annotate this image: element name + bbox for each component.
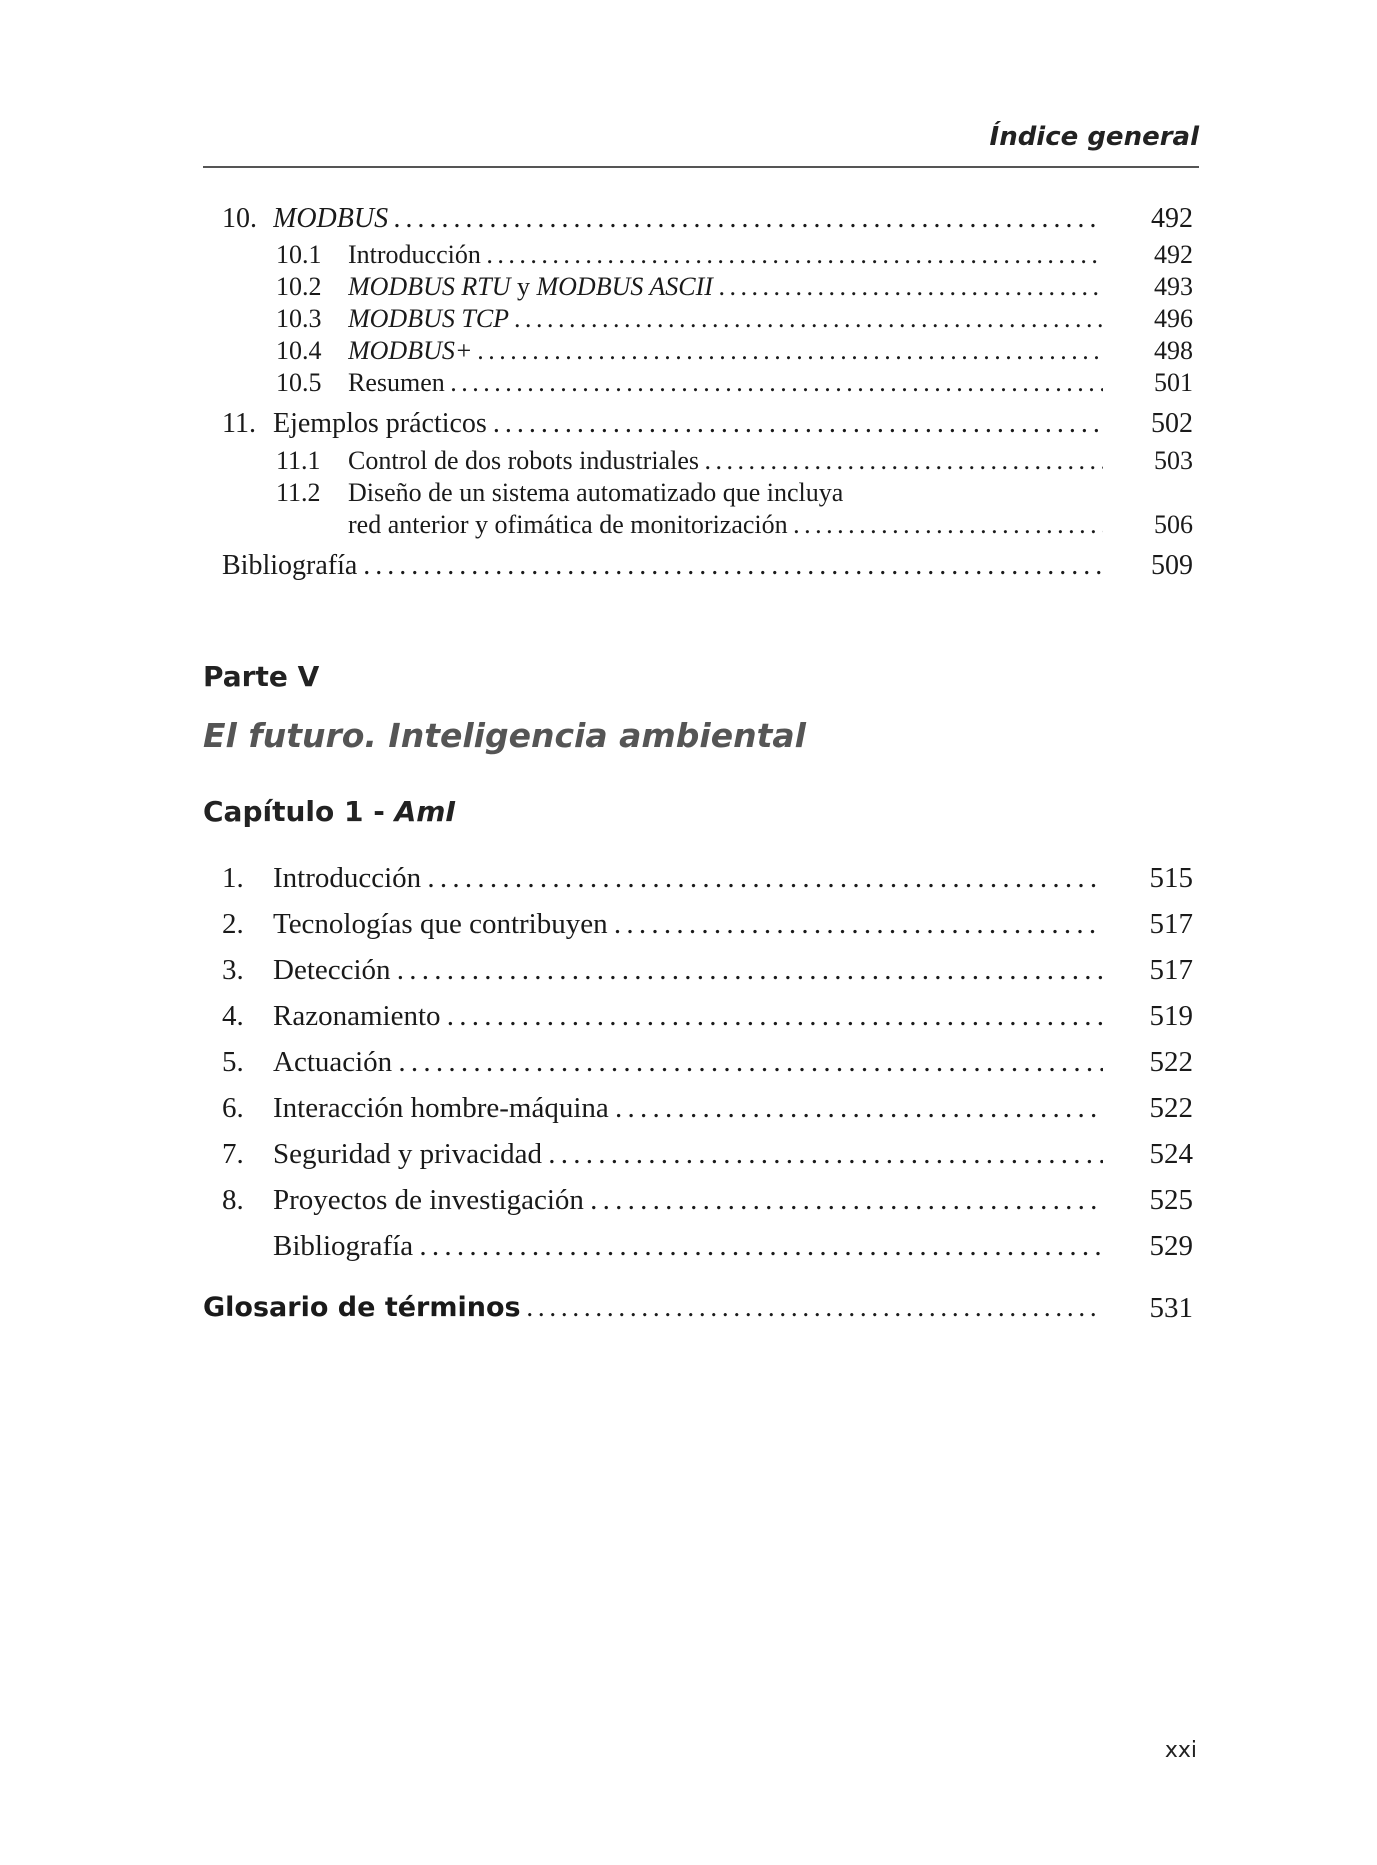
toc-entry-page: 509 <box>1151 550 1193 581</box>
toc-entry-ch1-4 <box>0 1000 1377 1034</box>
toc-entry-label: Interacción hombre-máquina . . . <box>273 1092 1103 1125</box>
toc-entry-number: 10.5 <box>276 368 322 397</box>
toc-entry-label: Resumen . . . <box>348 368 1103 398</box>
toc-entry-number: 11.1 <box>276 446 321 475</box>
toc-entry-number: 10.1 <box>276 240 322 269</box>
toc-entry-label: Introducción . . . <box>348 240 1103 270</box>
part-title: El futuro. Inteligencia ambiental <box>203 716 806 755</box>
toc-entry-page: 493 <box>1154 272 1193 301</box>
toc-entry-number: 10. <box>222 203 257 234</box>
toc-entry-label: Seguridad y privacidad . . . <box>273 1138 1103 1171</box>
toc-entry-page: 502 <box>1151 408 1193 439</box>
toc-entry-number: 6. <box>222 1092 244 1124</box>
toc-entry-page: 529 <box>1149 1230 1193 1262</box>
toc-entry-10 <box>0 203 1377 237</box>
chapter-title <box>203 795 456 828</box>
toc-entry-page: 519 <box>1149 1000 1193 1032</box>
toc-entry-page: 517 <box>1149 954 1193 986</box>
toc-entry-number: 11.2 <box>276 478 321 507</box>
toc-entry-11-1 <box>0 446 1377 480</box>
toc-entry-ch1-2 <box>0 908 1377 942</box>
toc-entry-page: 522 <box>1149 1092 1193 1124</box>
toc-entry-label: MODBUS TCP . . . <box>348 304 1103 334</box>
toc-entry-page: 492 <box>1154 240 1193 269</box>
toc-entry-ch1-6 <box>0 1092 1377 1126</box>
toc-entry-label: MODBUS+ . . . <box>348 336 1103 366</box>
toc-entry-number: 10.3 <box>276 304 322 333</box>
toc-entry-ch1-7 <box>0 1138 1377 1172</box>
toc-entry-10-4 <box>0 336 1377 370</box>
toc-entry-label-part: MODBUS ASCII <box>536 272 713 301</box>
chapter-name: AmI <box>394 795 456 828</box>
toc-entry-10-1 <box>0 240 1377 274</box>
toc-entry-label: MODBUS . . . <box>273 203 1103 235</box>
toc-entry-page: 506 <box>1154 510 1193 539</box>
toc-entry-number: 11. <box>222 408 256 439</box>
part-label: Parte V <box>203 660 320 693</box>
toc-entry-page: 492 <box>1151 203 1193 234</box>
toc-entry-label: Introducción . . . <box>273 862 1103 895</box>
toc-entry-number: 4. <box>222 1000 244 1032</box>
toc-entry-number: 10.2 <box>276 272 322 301</box>
toc-entry-page: 503 <box>1154 446 1193 475</box>
toc-entry-label <box>348 272 1103 302</box>
toc-entry-page: 524 <box>1149 1138 1193 1170</box>
toc-entry-page: 515 <box>1149 862 1193 894</box>
toc-entry-number: 10.4 <box>276 336 322 365</box>
toc-entry-11-2-cont <box>0 510 1377 544</box>
toc-entry-number: 7. <box>222 1138 244 1170</box>
toc-entry-page: 531 <box>1149 1292 1193 1324</box>
toc-entry-number: 8. <box>222 1184 244 1216</box>
page-number: xxi <box>1164 1738 1197 1763</box>
toc-entry-label: Razonamiento . . . <box>273 1000 1103 1033</box>
toc-entry-ch1-1 <box>0 862 1377 896</box>
toc-entry-page: 522 <box>1149 1046 1193 1078</box>
toc-entry-glossary <box>0 1292 1377 1326</box>
toc-entry-page: 517 <box>1149 908 1193 940</box>
toc-entry-11-2 <box>0 478 1377 512</box>
toc-entry-number: 2. <box>222 908 244 940</box>
toc-entry-page: 496 <box>1154 304 1193 333</box>
toc-entry-label: Detección . . . <box>273 954 1103 987</box>
chapter-prefix: Capítulo 1 - <box>203 795 395 828</box>
toc-entry-page: 501 <box>1154 368 1193 397</box>
toc-entry-label-part: y <box>510 272 537 301</box>
toc-entry-label: Ejemplos prácticos . . . <box>273 408 1103 440</box>
toc-entry-ch1-8 <box>0 1184 1377 1218</box>
header-rule <box>203 166 1199 168</box>
toc-entry-bibliography-2 <box>0 1230 1377 1264</box>
toc-entry-ch1-3 <box>0 954 1377 988</box>
toc-entry-label: Proyectos de investigación . . . <box>273 1184 1103 1217</box>
toc-entry-label: Bibliografía . . . <box>222 550 1103 582</box>
toc-entry-label-line2: red anterior y ofimática de monitorización . . . <box>348 510 1103 540</box>
toc-entry-page: 498 <box>1154 336 1193 365</box>
toc-entry-10-2 <box>0 272 1377 306</box>
toc-entry-page: 525 <box>1149 1184 1193 1216</box>
toc-entry-number: 1. <box>222 862 244 894</box>
toc-entry-10-5 <box>0 368 1377 402</box>
toc-entry-ch1-5 <box>0 1046 1377 1080</box>
toc-entry-label: Bibliografía . . . <box>273 1230 1103 1263</box>
toc-entry-label: Control de dos robots industriales . . . <box>348 446 1103 476</box>
toc-entry-label-line1: Diseño de un sistema automatizado que incluya <box>348 478 844 507</box>
toc-entry-10-3 <box>0 304 1377 338</box>
toc-entry-label: Actuación . . . <box>273 1046 1103 1079</box>
toc-entry-number: 3. <box>222 954 244 986</box>
running-header: Índice general <box>989 122 1199 152</box>
toc-entry-bibliography <box>0 550 1377 584</box>
toc-entry-11 <box>0 408 1377 442</box>
toc-entry-number: 5. <box>222 1046 244 1078</box>
toc-entry-label-part: MODBUS RTU <box>348 272 511 301</box>
toc-entry-label: Tecnologías que contribuyen . . . <box>273 908 1103 941</box>
toc-entry-label: Glosario de términos . . . <box>203 1292 1103 1323</box>
